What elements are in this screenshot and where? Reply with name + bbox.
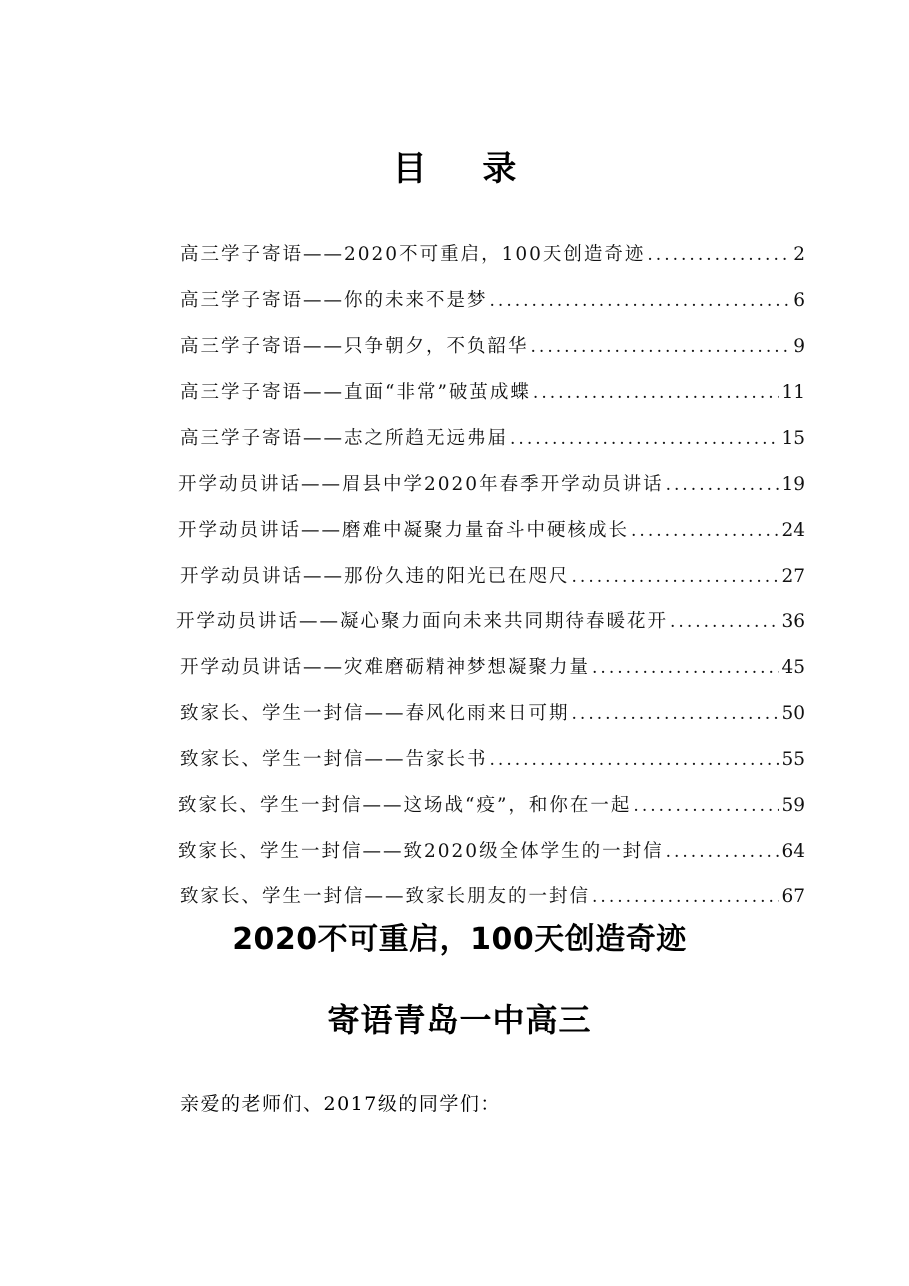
article-salutation: 亲爱的老师们、2017级的同学们： [180, 1093, 501, 1115]
toc-entry[interactable] [178, 518, 805, 544]
article-subtitle: 寄语青岛一中高三 [327, 1001, 592, 1039]
toc-entry-text: 致家长、学生一封信——致家长朋友的一封信 [180, 886, 591, 907]
toc-entry-text: 高三学子寄语——2020不可重启，100天创造奇迹 [180, 244, 646, 265]
toc-entry[interactable] [180, 242, 805, 268]
toc-leader-dots [510, 426, 779, 452]
toc-entry[interactable] [180, 288, 805, 314]
toc-entry-page: 9 [793, 336, 805, 357]
toc-entry-text: 开学动员讲话——那份久违的阳光已在咫尺 [180, 566, 570, 587]
toc-entry-text: 高三学子寄语——你的未来不是梦 [180, 290, 488, 311]
toc-entry-text: 高三学子寄语——直面“非常”破茧成蝶 [180, 382, 531, 403]
toc-entry-text: 开学动员讲话——眉县中学2020年春季开学动员讲话 [178, 474, 664, 495]
toc-entry[interactable] [178, 793, 805, 819]
toc-entry-page: 36 [781, 611, 805, 632]
toc-entry-page: 15 [781, 428, 805, 449]
toc-entry-text: 致家长、学生一封信——告家长书 [180, 749, 488, 770]
toc-entry-page: 2 [793, 244, 805, 265]
toc-entry-text: 开学动员讲话——灾难磨砺精神梦想凝聚力量 [180, 657, 591, 678]
toc-leader-dots [533, 380, 780, 406]
toc-entry[interactable] [180, 426, 805, 452]
toc-entry[interactable] [180, 747, 805, 773]
toc-entry-page: 50 [781, 703, 805, 724]
toc-entry-page: 55 [781, 749, 805, 770]
toc-entry-text: 致家长、学生一封信——春风化雨来日可期 [180, 703, 570, 724]
toc-leader-dots [670, 609, 779, 635]
toc-entry-page: 6 [793, 290, 805, 311]
toc-leader-dots [490, 288, 792, 314]
toc-entry-text: 高三学子寄语——志之所趋无远弗届 [180, 428, 509, 449]
toc-entry-page: 59 [781, 795, 805, 816]
toc-entry-text: 致家长、学生一封信——致2020级全体学生的一封信 [178, 841, 664, 862]
toc-entry-page: 24 [781, 520, 805, 541]
toc-entry-page: 67 [781, 886, 805, 907]
toc-leader-dots [631, 518, 779, 544]
article-title: 2020不可重启，100天创造奇迹 [232, 922, 687, 957]
toc-leader-dots [633, 793, 779, 819]
toc-entry[interactable] [180, 884, 805, 910]
toc-entry-page: 64 [781, 841, 805, 862]
toc-entry[interactable] [180, 334, 805, 360]
toc-leader-dots [647, 242, 791, 268]
toc-leader-dots [666, 472, 780, 498]
toc-leader-dots [531, 334, 792, 360]
toc-leader-dots [490, 747, 780, 773]
toc-entry-text: 致家长、学生一封信——这场战“疫”，和你在一起 [178, 795, 632, 816]
toc-leader-dots [572, 701, 780, 727]
toc-entry-text: 开学动员讲话——磨难中凝聚力量奋斗中硬核成长 [178, 520, 630, 541]
toc-title: 目 录 [392, 149, 539, 189]
toc-leader-dots [592, 884, 779, 910]
toc-leader-dots [666, 839, 780, 865]
toc-entry[interactable] [180, 701, 805, 727]
toc-entry[interactable] [180, 655, 805, 681]
toc-entry-page: 11 [781, 382, 805, 403]
toc-entry[interactable] [178, 839, 805, 865]
toc-entry[interactable] [180, 564, 805, 590]
toc-leader-dots [592, 655, 779, 681]
toc-entry-text: 开学动员讲话——凝心聚力面向未来共同期待春暖花开 [176, 611, 669, 632]
toc-leader-dots [572, 564, 780, 590]
toc-entry[interactable] [180, 380, 805, 406]
toc-entry[interactable] [176, 609, 805, 635]
toc-entry-page: 27 [781, 566, 805, 587]
toc-entry-page: 19 [781, 474, 805, 495]
toc-entry-page: 45 [781, 657, 805, 678]
toc-entry[interactable] [178, 472, 805, 498]
toc-entry-text: 高三学子寄语——只争朝夕，不负韶华 [180, 336, 529, 357]
